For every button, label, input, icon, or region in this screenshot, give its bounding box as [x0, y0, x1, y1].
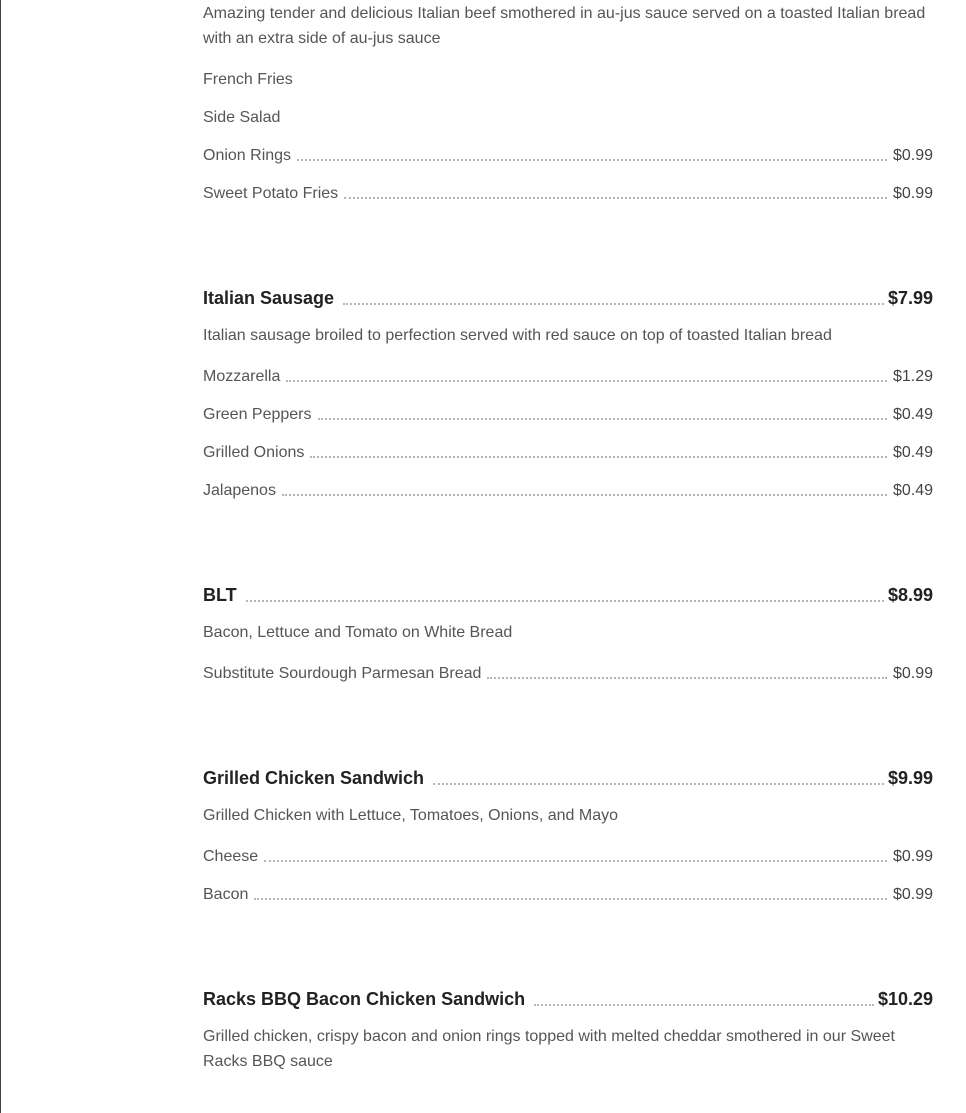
- menu-item-price: $7.99: [887, 288, 933, 308]
- option-name: Green Peppers: [203, 406, 312, 423]
- option-price: $0.99: [892, 886, 933, 903]
- dot-leader: [318, 418, 887, 420]
- menu-item-title-row: [203, 767, 933, 789]
- item-description: Amazing tender and delicious Italian beef smothered in au-jus sauce served on a toasted Italian bread with an extra side of au-jus sauce: [203, 5, 926, 47]
- item-description: Italian sausage broiled to perfection served with red sauce on top of toasted Italian bread: [203, 327, 832, 344]
- dot-leader: [286, 380, 887, 382]
- menu-item-title-row: [203, 584, 933, 606]
- dot-leader: [264, 860, 887, 862]
- dot-leader: [282, 494, 887, 496]
- option-name: Onion Rings: [203, 147, 292, 164]
- option-price: $0.99: [892, 848, 933, 865]
- option-row: [203, 367, 933, 387]
- dot-leader: [534, 1004, 874, 1006]
- menu-item-price: $8.99: [887, 585, 933, 605]
- option-name: Substitute Sourdough Parmesan Bread: [203, 665, 482, 682]
- option-row: [203, 146, 933, 166]
- option-name: Jalapenos: [203, 482, 276, 499]
- option-name: Sweet Potato Fries: [203, 185, 339, 202]
- page-left-border: [0, 0, 1, 1113]
- option-row: [203, 70, 933, 90]
- option-row: [203, 847, 933, 867]
- option-name: Cheese: [203, 848, 259, 865]
- menu-item-title-row: [203, 988, 933, 1010]
- menu-item-title-row: [203, 287, 933, 309]
- option-row: [203, 443, 933, 463]
- option-name: Side Salad: [203, 109, 281, 126]
- option-price: $0.99: [892, 185, 933, 202]
- dot-leader: [310, 456, 887, 458]
- dot-leader: [246, 600, 884, 602]
- menu-item-price: $10.29: [877, 989, 933, 1009]
- option-row: [203, 184, 933, 204]
- option-price: $0.99: [892, 665, 933, 682]
- option-name: Mozzarella: [203, 368, 281, 385]
- menu-item-title: Italian Sausage: [203, 288, 335, 308]
- menu-item-title: BLT: [203, 585, 237, 605]
- option-price: $1.29: [892, 368, 933, 385]
- dot-leader: [433, 783, 884, 785]
- option-price: $0.99: [892, 147, 933, 164]
- dot-leader: [343, 303, 884, 305]
- option-row: [203, 481, 933, 501]
- dot-leader: [254, 898, 887, 900]
- option-name: French Fries: [203, 71, 293, 88]
- option-price: $0.49: [892, 482, 933, 499]
- option-row: [203, 405, 933, 425]
- item-description: Grilled Chicken with Lettuce, Tomatoes, Onions, and Mayo: [203, 807, 619, 824]
- option-name: Grilled Onions: [203, 444, 305, 461]
- option-price: $0.49: [892, 406, 933, 423]
- dot-leader: [297, 159, 887, 161]
- dot-leader: [487, 677, 887, 679]
- option-price: $0.49: [892, 444, 933, 461]
- menu-item-title: Racks BBQ Bacon Chicken Sandwich: [203, 989, 526, 1009]
- option-row: [203, 664, 933, 684]
- menu-item-price: $9.99: [887, 768, 933, 788]
- option-name: Bacon: [203, 886, 249, 903]
- dot-leader: [344, 197, 887, 199]
- item-description: Bacon, Lettuce and Tomato on White Bread: [203, 624, 513, 641]
- menu-item-title: Grilled Chicken Sandwich: [203, 768, 425, 788]
- option-row: [203, 108, 933, 128]
- item-description: Grilled chicken, crispy bacon and onion rings topped with melted cheddar smothered in our Sweet Racks BBQ sauce: [203, 1028, 895, 1070]
- option-row: [203, 885, 933, 905]
